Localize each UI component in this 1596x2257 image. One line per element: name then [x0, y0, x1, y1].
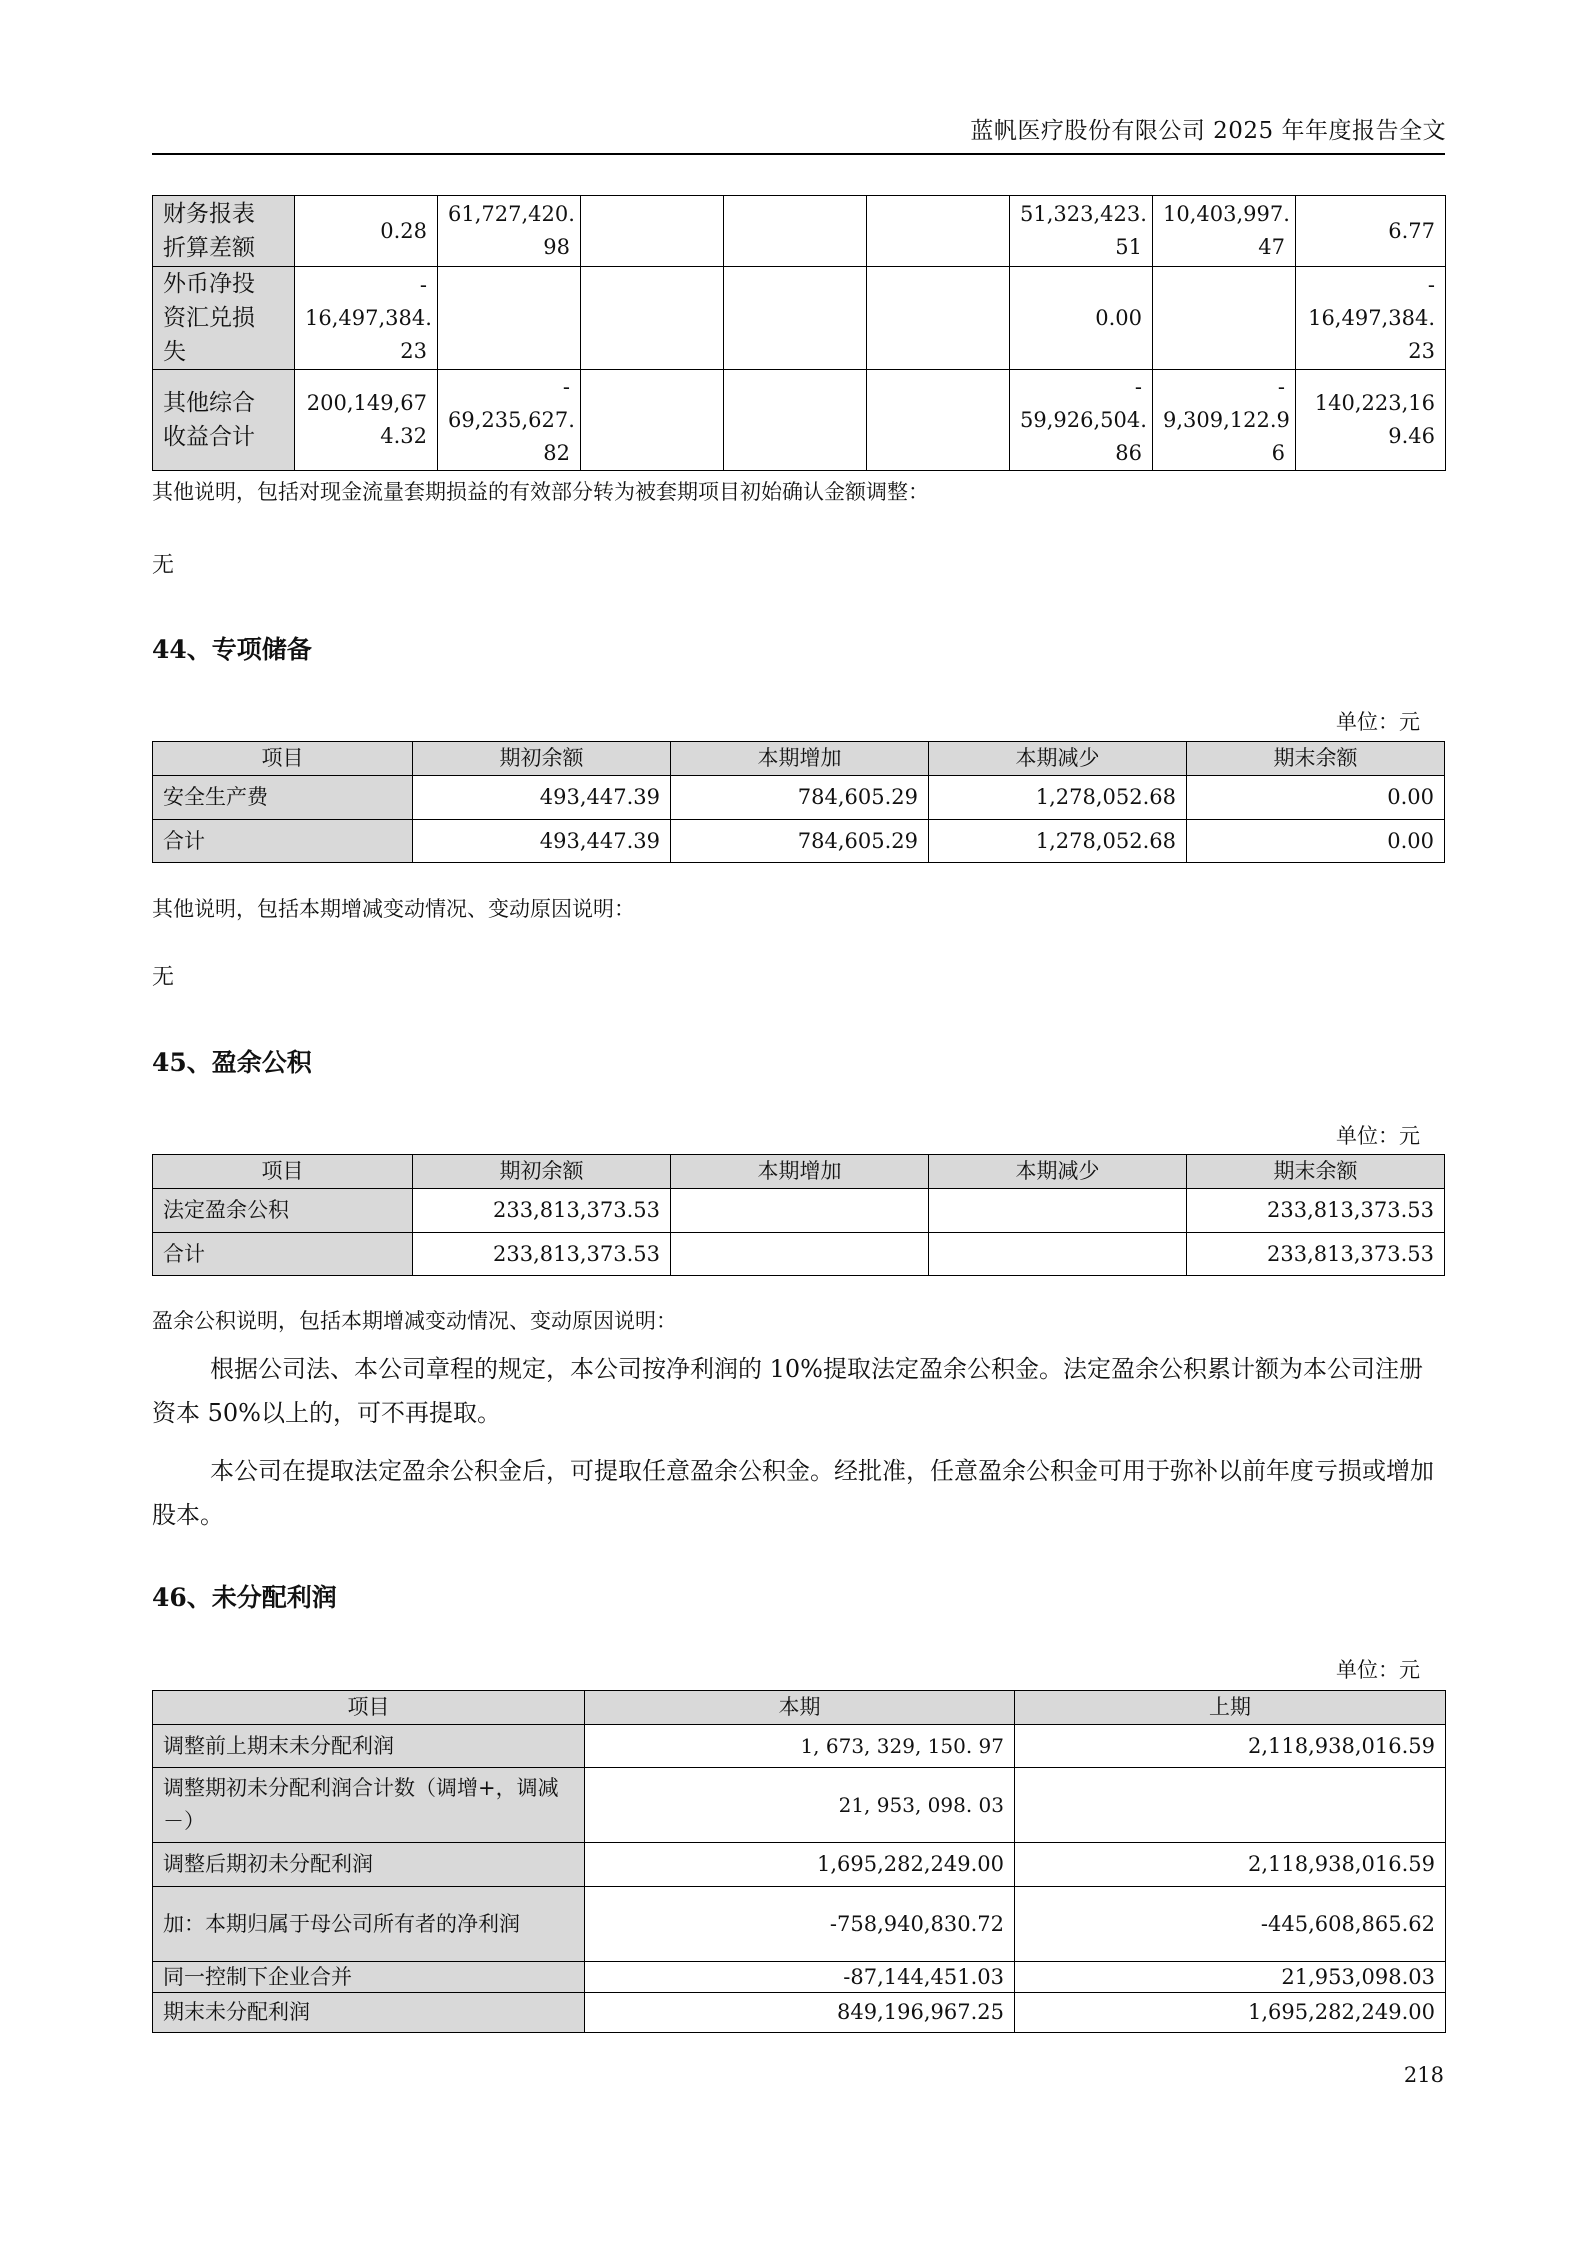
table-row — [153, 1843, 1446, 1887]
cell-value-line: 47 — [1258, 235, 1285, 259]
cell-value-line: 9,309,122.9 — [1163, 407, 1290, 432]
cell-value — [581, 370, 724, 471]
table-header-row — [153, 742, 1445, 776]
cell-value: 1,278,052.68 — [929, 820, 1187, 863]
cell-value — [1015, 1768, 1446, 1843]
cell-value-line: 69,235,627. — [448, 407, 575, 432]
table-row — [153, 776, 1445, 820]
cell-value: 2,118,938,016.59 — [1015, 1843, 1446, 1887]
row-label: 加：本期归属于母公司所有者的净利润 — [153, 1887, 585, 1962]
row-label: 调整期初未分配利润合计数（调增+，调减－） — [153, 1768, 585, 1843]
cell-value-line: 59,926,504. — [1020, 407, 1147, 432]
row-label-line: 失 — [163, 339, 186, 365]
cell-value: 0.00 — [1187, 820, 1445, 863]
row-label-line: 财务报表 — [163, 201, 255, 227]
cell-value-line: 6 — [1271, 440, 1285, 465]
oci-table — [152, 195, 1446, 471]
cell-value — [1153, 196, 1296, 267]
cell-value — [1153, 267, 1296, 370]
section-45-paragraph-2: 本公司在提取法定盈余公积金后，可提取任意盈余公积金。经批准，任意盈余公积金可用于弥补以前年度亏损或增加股本。 — [152, 1457, 1434, 1529]
cell-value: -445,608,865.62 — [1015, 1887, 1446, 1962]
table-row — [153, 1189, 1445, 1233]
row-label: 安全生产费 — [153, 776, 413, 820]
header-cell: 项目 — [153, 1155, 413, 1189]
row-label: 法定盈余公积 — [153, 1189, 413, 1233]
table-row — [153, 1962, 1446, 1993]
cell-value-line: 23 — [400, 338, 427, 363]
page-header-title: 蓝帆医疗股份有限公司 2025 年年度报告全文 — [970, 118, 1446, 144]
section-44-heading: 44、专项储备 — [152, 635, 312, 664]
cell-value — [295, 196, 438, 267]
cell-value-line: - — [1427, 272, 1435, 297]
cell-value — [1010, 196, 1153, 267]
cell-value: 21, 953, 098. 03 — [585, 1768, 1015, 1843]
cell-value — [438, 370, 581, 471]
cell-value-line: 51,323,423. — [1020, 202, 1147, 226]
cell-value — [867, 370, 1010, 471]
cell-value: 493,447.39 — [413, 820, 671, 863]
cell-value — [867, 267, 1010, 370]
surplus-reserve-table — [152, 1154, 1445, 1276]
section-46-unit: 单位：元 — [1336, 1658, 1420, 1682]
cell-value — [867, 196, 1010, 267]
cell-value-line: 23 — [1408, 338, 1435, 363]
undistributed-profit-table — [152, 1690, 1446, 2033]
table-row — [153, 1993, 1446, 2033]
cell-value — [438, 267, 581, 370]
cell-value-line: 0.00 — [1095, 305, 1142, 330]
header-cell: 本期 — [585, 1691, 1015, 1725]
cell-value: 233,813,373.53 — [1187, 1233, 1445, 1276]
row-label-line: 其他综合 — [163, 390, 255, 416]
cell-value-line: 140,223,16 — [1314, 391, 1435, 415]
table-row — [153, 1887, 1446, 1962]
cell-value-line: 98 — [543, 235, 570, 259]
header-cell: 期末余额 — [1187, 742, 1445, 776]
cell-value: -758,940,830.72 — [585, 1887, 1015, 1962]
oci-none: 无 — [152, 553, 175, 578]
cell-value-line: 200,149,67 — [306, 391, 427, 415]
cell-value-line: 82 — [543, 440, 570, 465]
row-label — [153, 196, 295, 267]
cell-value-line: 9.46 — [1388, 424, 1435, 448]
header-cell: 项目 — [153, 1691, 585, 1725]
cell-value: 1,278,052.68 — [929, 776, 1187, 820]
row-label: 合计 — [153, 1233, 413, 1276]
row-label-line: 外币净投 — [163, 271, 255, 297]
header-cell: 上期 — [1015, 1691, 1446, 1725]
header-cell: 本期减少 — [929, 742, 1187, 776]
cell-value: 233,813,373.53 — [413, 1189, 671, 1233]
section-44-unit: 单位：元 — [1336, 710, 1420, 734]
row-label: 合计 — [153, 820, 413, 863]
row-label-line: 折算差额 — [163, 235, 255, 261]
table-row — [153, 1768, 1446, 1843]
section-44-none: 无 — [152, 965, 175, 990]
cell-value — [1296, 196, 1446, 267]
row-label — [153, 370, 295, 471]
cell-value-line: - — [1277, 374, 1285, 399]
cell-value: 233,813,373.53 — [1187, 1189, 1445, 1233]
table-header-row — [153, 1155, 1445, 1189]
cell-value-line: 4.32 — [380, 424, 427, 448]
cell-value — [1296, 370, 1446, 471]
header-cell: 期初余额 — [413, 742, 671, 776]
cell-value: 1,695,282,249.00 — [585, 1843, 1015, 1887]
special-reserve-table — [152, 741, 1445, 863]
row-label: 调整后期初未分配利润 — [153, 1843, 585, 1887]
cell-value: 21,953,098.03 — [1015, 1962, 1446, 1993]
header-cell: 期初余额 — [413, 1155, 671, 1189]
header-cell: 期末余额 — [1187, 1155, 1445, 1189]
section-45-note: 盈余公积说明，包括本期增减变动情况、变动原因说明： — [152, 1309, 677, 1333]
table-header-row — [153, 1691, 1446, 1725]
cell-value-line: 16,497,384. — [1308, 305, 1435, 330]
section-45-heading: 45、盈余公积 — [152, 1048, 312, 1077]
cell-value — [929, 1189, 1187, 1233]
cell-value — [724, 370, 867, 471]
cell-value — [581, 196, 724, 267]
row-label — [153, 267, 295, 370]
header-cell: 本期增加 — [671, 1155, 929, 1189]
cell-value — [438, 196, 581, 267]
section-46-heading: 46、未分配利润 — [152, 1583, 337, 1612]
row-label: 调整前上期末未分配利润 — [153, 1725, 585, 1768]
cell-value — [1010, 370, 1153, 471]
cell-value-line: 51 — [1115, 235, 1142, 259]
header-cell: 本期减少 — [929, 1155, 1187, 1189]
header-rule — [152, 153, 1445, 155]
cell-value: 849,196,967.25 — [585, 1993, 1015, 2033]
row-label-line: 收益合计 — [163, 424, 255, 450]
row-label: 期末未分配利润 — [153, 1993, 585, 2033]
cell-value — [671, 1233, 929, 1276]
cell-value-line: 61,727,420. — [448, 202, 575, 226]
cell-value: 233,813,373.53 — [413, 1233, 671, 1276]
section-44-note: 其他说明，包括本期增减变动情况、变动原因说明： — [152, 897, 635, 921]
cell-value: 2,118,938,016.59 — [1015, 1725, 1446, 1768]
page-number: 218 — [1403, 2063, 1444, 2087]
cell-value — [671, 1189, 929, 1233]
row-label: 同一控制下企业合并 — [153, 1962, 585, 1993]
cell-value — [1010, 267, 1153, 370]
cell-value: -87,144,451.03 — [585, 1962, 1015, 1993]
cell-value-line: 86 — [1115, 440, 1142, 465]
cell-value-line: - — [419, 272, 427, 297]
header-cell: 本期增加 — [671, 742, 929, 776]
cell-value-line: - — [1134, 374, 1142, 399]
cell-value — [929, 1233, 1187, 1276]
section-45-unit: 单位：元 — [1336, 1124, 1420, 1148]
cell-value-line: 6.77 — [1388, 218, 1435, 243]
table-row — [153, 1233, 1445, 1276]
table-row — [153, 267, 1446, 370]
cell-value-line: 16,497,384. — [305, 305, 432, 330]
cell-value — [1296, 267, 1446, 370]
cell-value — [295, 267, 438, 370]
cell-value: 1,695,282,249.00 — [1015, 1993, 1446, 2033]
table-row — [153, 820, 1445, 863]
cell-value — [1153, 370, 1296, 471]
table-row — [153, 370, 1446, 471]
cell-value: 0.00 — [1187, 776, 1445, 820]
cell-value: 784,605.29 — [671, 820, 929, 863]
row-label-line: 资汇兑损 — [163, 305, 255, 331]
cell-value: 784,605.29 — [671, 776, 929, 820]
cell-value: 1, 673, 329, 150. 97 — [585, 1725, 1015, 1768]
cell-value — [724, 196, 867, 267]
cell-value-line: - — [562, 374, 570, 399]
table-row — [153, 1725, 1446, 1768]
table-row — [153, 196, 1446, 267]
cell-value-line: 0.28 — [380, 218, 427, 243]
oci-note: 其他说明，包括对现金流量套期损益的有效部分转为被套期项目初始确认金额调整： — [152, 480, 929, 504]
cell-value — [581, 267, 724, 370]
header-cell: 项目 — [153, 742, 413, 776]
cell-value-line: 10,403,997. — [1163, 202, 1290, 226]
cell-value: 493,447.39 — [413, 776, 671, 820]
cell-value — [724, 267, 867, 370]
cell-value — [295, 370, 438, 471]
section-45-paragraph-1: 根据公司法、本公司章程的规定，本公司按净利润的 10%提取法定盈余公积金。法定盈余公积累计额为本公司注册资本 50%以上的，可不再提取。 — [152, 1355, 1423, 1427]
